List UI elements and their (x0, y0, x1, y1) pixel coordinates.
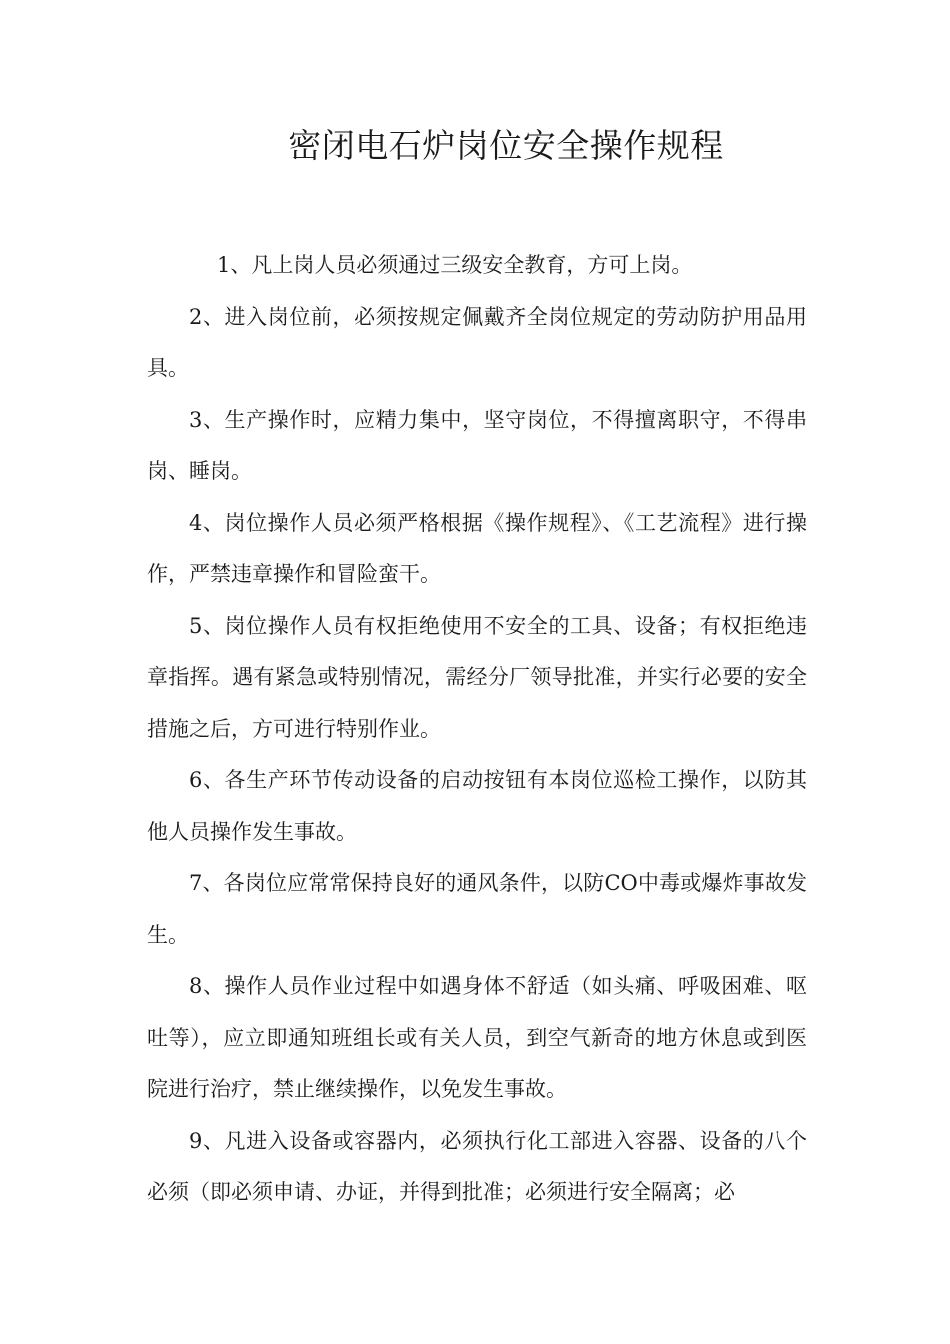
document-body (147, 240, 807, 1219)
paragraph-1: 1、凡上岗人员必须通过三级安全教育，方可上岗。 (217, 253, 693, 277)
paragraph-4: 4、岗位操作人员必须严格根据《操作规程》、《工艺流程》进行操作，严禁违章操作和冒险蛮干。 (147, 510, 807, 586)
paragraph-7: 7、各岗位应常常保持良好的通风条件，以防CO中毒或爆炸事故发生。 (147, 871, 807, 947)
paragraph-3: 3、生产操作时，应精力集中，坚守岗位，不得擅离职守，不得串岗、睡岗。 (147, 407, 807, 483)
paragraph-9: 9、凡进入设备或容器内，必须执行化工部进入容器、设备的八个必须（即必须申请、办证，并得到批准；必须进行安全隔离；必 (147, 1128, 807, 1204)
paragraph-8: 8、操作人员作业过程中如遇身体不舒适（如头痛、呼吸困难、呕吐等），应立即通知班组长或有关人员，到空气新奇的地方休息或到医院进行治疗，禁止继续操作，以免发生事故。 (147, 974, 807, 1101)
paragraph-5: 5、岗位操作人员有权拒绝使用不安全的工具、设备；有权拒绝违章指挥。遇有紧急或特别情况，需经分厂领导批准，并实行必要的安全措施之后，方可进行特别作业。 (147, 613, 807, 741)
paragraph-6: 6、各生产环节传动设备的启动按钮有本岗位巡检工操作，以防其他人员操作发生事故。 (147, 768, 807, 844)
document-title: 密闭电石炉岗位安全操作规程 (288, 126, 724, 165)
paragraph-2: 2、进入岗位前，必须按规定佩戴齐全岗位规定的劳动防护用品用具。 (147, 304, 807, 380)
